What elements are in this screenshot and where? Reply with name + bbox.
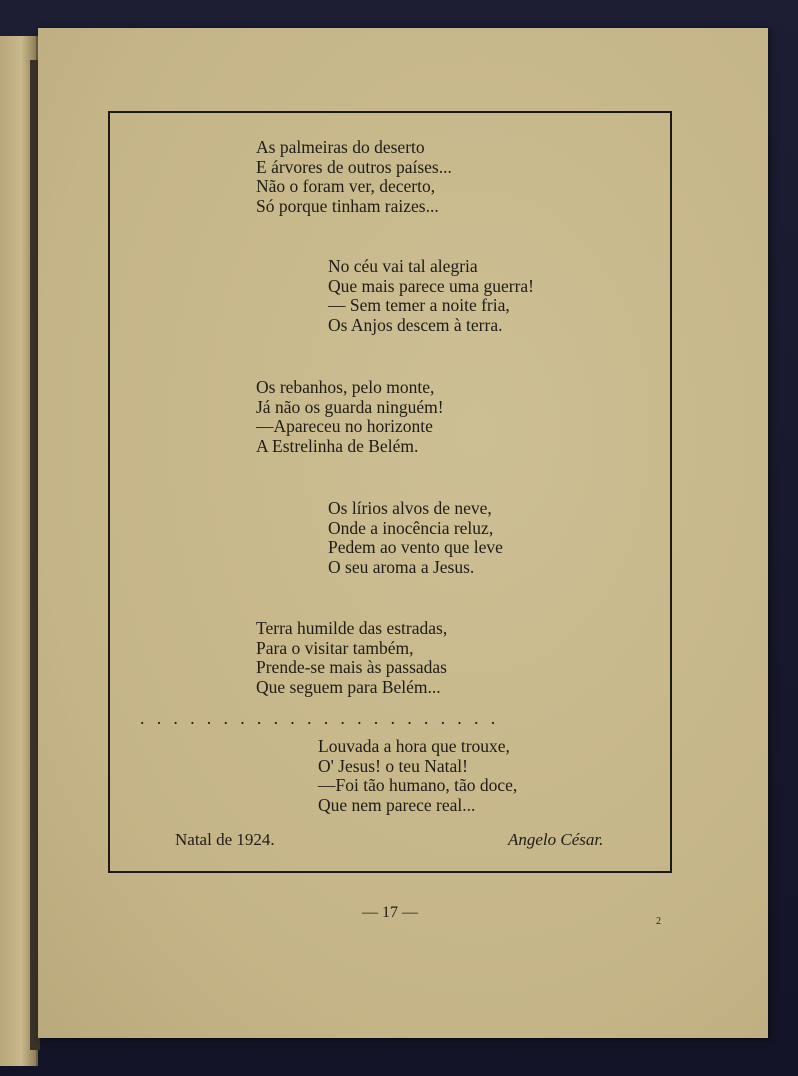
verse-line: Louvada a hora que trouxe, xyxy=(318,736,510,756)
stanza-1 xyxy=(256,138,452,216)
verse-line: Que mais parece uma guerra! xyxy=(328,275,535,296)
signature-mark: 2 xyxy=(656,916,661,927)
verse-line: A Estrelinha de Belém. xyxy=(256,435,419,456)
verse-line: Já não os guarda ninguém! xyxy=(256,396,444,417)
stanza-5 xyxy=(256,619,447,697)
stanza-6 xyxy=(318,737,517,815)
verse-line: Só porque tinham raizes... xyxy=(256,195,439,216)
page-number: — 17 — xyxy=(362,904,418,921)
verse-line: Os rebanhos, pelo monte, xyxy=(256,377,435,397)
verse-line: Pedem ao vento que leve xyxy=(328,537,503,557)
verse-line: Não o foram ver, decerto, xyxy=(256,176,436,196)
verse-line: Para o visitar também, xyxy=(256,637,414,658)
verse-line: —Apareceu no horizonte xyxy=(256,416,433,436)
stanza-3 xyxy=(256,378,444,456)
verse-line: Prende-se mais às passadas xyxy=(256,657,447,677)
stanza-2 xyxy=(328,257,534,335)
verse-line: —Foi tão humano, tão doce, xyxy=(318,775,518,795)
stanza-separator: ...................... xyxy=(140,708,508,728)
verse-line: — Sem temer a noite fria, xyxy=(328,295,510,315)
verse-line: O' Jesus! o teu Natal! xyxy=(318,755,468,776)
stanza-4 xyxy=(328,499,503,577)
verse-line: Onde a inocência reluz, xyxy=(328,517,494,538)
poem-author: Angelo César. xyxy=(508,830,604,849)
verse-line: No céu vai tal alegria xyxy=(328,256,478,276)
verse-line: As palmeiras do deserto xyxy=(256,137,425,157)
verse-line: Os Anjos descem à terra. xyxy=(328,314,503,335)
verse-line: E árvores de outros países... xyxy=(256,156,452,177)
verse-line: Que seguem para Belém... xyxy=(256,676,441,697)
verse-line: Que nem parece real... xyxy=(318,794,476,815)
verse-line: Os lírios alvos de neve, xyxy=(328,498,492,518)
verse-line: Terra humilde das estradas, xyxy=(256,618,448,638)
poem-date: Natal de 1924. xyxy=(175,830,275,849)
verse-line: O seu aroma a Jesus. xyxy=(328,556,475,577)
